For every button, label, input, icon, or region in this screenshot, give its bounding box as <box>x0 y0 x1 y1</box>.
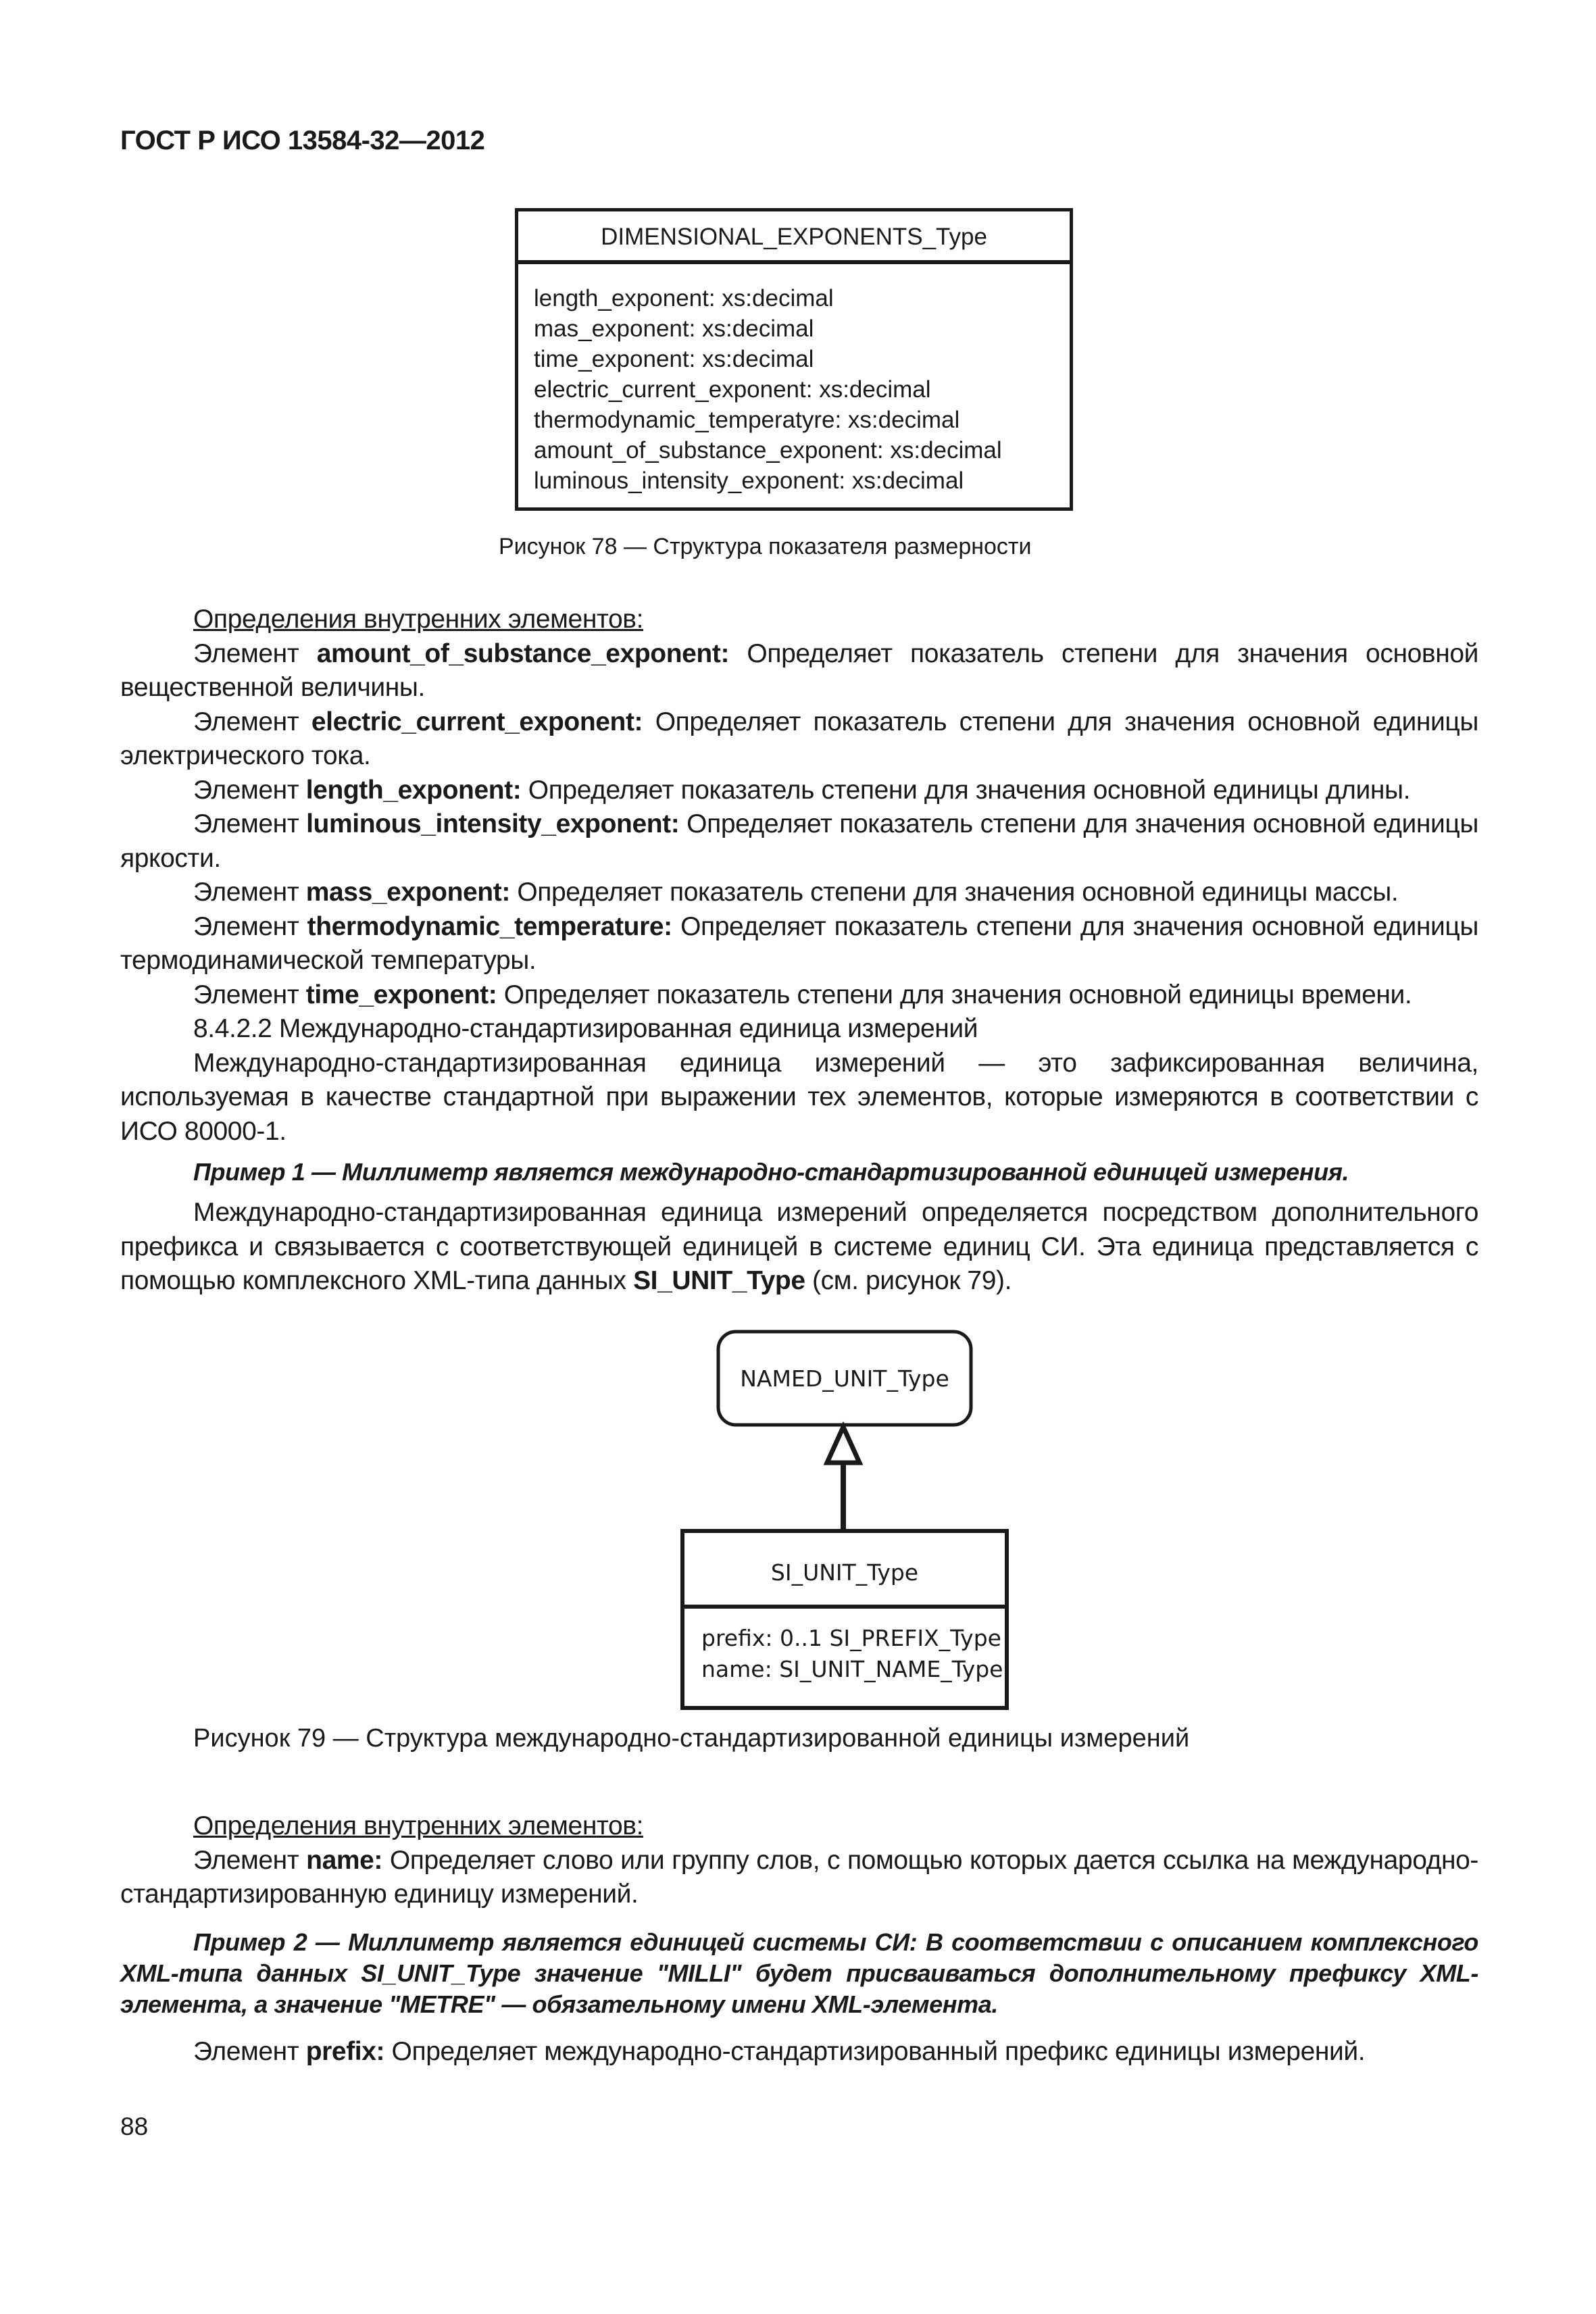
uml-attribute: length_exponent: xs:decimal <box>534 285 834 311</box>
element-name: time_exponent: <box>305 980 497 1009</box>
uml-class-name: NAMED_UNIT_Type <box>740 1365 949 1392</box>
paragraph: Международно-стандартизированная единица измерений определяется посредством дополнительного префикса и связывается с соответствующей единицей в системе единиц СИ. Эта единица представляется с помощью комплексного XML-типа данных SI_UNIT_Type (см. рисунок 79). <box>120 1198 1478 1295</box>
uml-attribute: prefix: 0..1 SI_PREFIX_Type <box>701 1625 1001 1651</box>
inheritance-arrow <box>827 1427 859 1531</box>
element-name: amount_of_substance_exponent: <box>316 638 730 668</box>
uml-attribute: mas_exponent: xs:decimal <box>534 316 814 342</box>
definition-item: Элемент name: Определяет слово или группу слов, с помощью которых дается ссылка на международно-стандартизированную единицу измерений. <box>120 1845 1479 1909</box>
element-name: thermodynamic_temperature: <box>307 911 672 941</box>
uml-attribute: thermodynamic_temperatyre: xs:decimal <box>534 407 960 433</box>
definition-item: Элемент time_exponent: Определяет показатель степени для значения основной единицы времени. <box>193 980 1412 1009</box>
definition-item: Элемент amount_of_substance_exponent: Определяет показатель степени для значения основной вещественной величины. <box>120 638 1479 702</box>
uml-attribute: name: SI_UNIT_NAME_Type <box>701 1656 1003 1682</box>
definition-item: Элемент prefix: Определяет международно-стандартизированный префикс единицы измерений. <box>193 2036 1366 2066</box>
uml-attribute: luminous_intensity_exponent: xs:decimal <box>534 468 964 494</box>
uml-class-name: DIMENSIONAL_EXPONENTS_Type <box>518 211 1070 264</box>
uml-attribute: electric_current_exponent: xs:decimal <box>534 376 931 403</box>
figure-78-caption: Рисунок 78 — Структура показателя размерности <box>499 534 1032 559</box>
example-1: Пример 1 — Миллиметр является международно-стандартизированной единицей измерения. <box>193 1158 1349 1186</box>
definition-item: Элемент length_exponent: Определяет показатель степени для значения основной единицы длины. <box>193 775 1411 805</box>
definition-item: Элемент electric_current_exponent: Определяет показатель степени для значения основной единицы электрического тока. <box>120 707 1478 770</box>
definitions-heading: Определения внутренних элементов: <box>193 605 644 634</box>
uml-attribute: time_exponent: xs:decimal <box>534 346 814 372</box>
paragraph: Международно-стандартизированная единица измерений — это зафиксированная величина, используемая в качестве стандартной при выражении тех элементов, которые измеряются в соответствии с ИСО 80000-1. <box>120 1048 1478 1146</box>
element-name: luminous_intensity_exponent: <box>306 809 680 838</box>
definition-item: Элемент mass_exponent: Определяет показатель степени для значения основной единицы массы. <box>193 878 1399 907</box>
section-2-text <box>120 1809 1478 2069</box>
element-name: prefix: <box>305 2036 385 2066</box>
element-name: length_exponent: <box>305 775 522 805</box>
definition-item: Элемент thermodynamic_temperature: Определяет показатель степени для значения основной единицы термодинамической температуры. <box>120 911 1479 975</box>
example-2: Пример 2 — Миллиметр является единицей системы СИ: В соответствии с описанием комплексного XML-типа данных SI_UNIT_Type значение "MILLI" будет присваиваться дополнительному префиксу XML-элемента, а значение "METRE" — обязательному имени XML-элемента. <box>120 1928 1478 2018</box>
element-name: name: <box>306 1845 383 1875</box>
definition-item: Элемент luminous_intensity_exponent: Определяет показатель степени для значения основной единицы яркости. <box>120 809 1479 873</box>
figure-79-caption: Рисунок 79 — Структура международно-стандартизированной единицы измерений <box>193 1724 1190 1753</box>
definitions-heading: Определения внутренних элементов: <box>193 1811 644 1840</box>
uml-attribute: amount_of_substance_exponent: xs:decimal <box>534 437 1002 463</box>
page-number: 88 <box>120 2113 149 2140</box>
document-header: ГОСТ Р ИСО 13584-32—2012 <box>120 126 485 155</box>
element-name: mass_exponent: <box>305 878 510 907</box>
element-name: electric_current_exponent: <box>311 707 643 736</box>
uml-class-si-unit <box>682 1531 1007 1708</box>
uml-class-name: SI_UNIT_Type <box>770 1559 919 1586</box>
uml-class-named-unit <box>718 1332 971 1425</box>
subsection-heading: 8.4.2.2 Международно-стандартизированная единица измерений <box>193 1014 978 1043</box>
